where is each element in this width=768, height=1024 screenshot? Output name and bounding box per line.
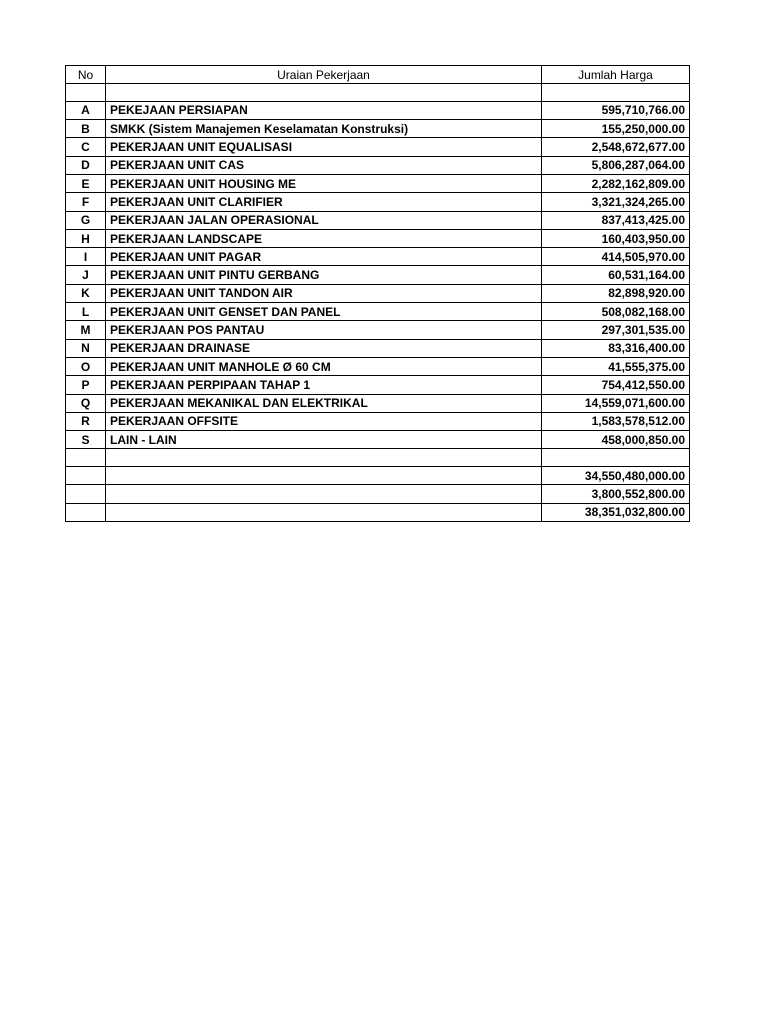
- empty-cell: [106, 449, 542, 467]
- total-row-description: [106, 466, 542, 484]
- table-row: [66, 229, 690, 247]
- table-row-no: J: [66, 266, 106, 284]
- table-row-description: PEKERJAAN JALAN OPERASIONAL: [106, 211, 542, 229]
- total-row-description: [106, 503, 542, 521]
- table-row-amount: 754,412,550.00: [542, 376, 690, 394]
- total-row-no: [66, 466, 106, 484]
- header-description: Uraian Pekerjaan: [106, 66, 542, 84]
- table-row: [66, 431, 690, 449]
- table-row: [66, 248, 690, 266]
- table-row-description: PEKERJAAN PERPIPAAN TAHAP 1: [106, 376, 542, 394]
- table-row-amount: 2,282,162,809.00: [542, 174, 690, 192]
- table-row: [66, 120, 690, 138]
- header-amount: Jumlah Harga: [542, 66, 690, 84]
- spacer-row-top: [66, 84, 690, 102]
- table-row-amount: 414,505,970.00: [542, 248, 690, 266]
- table-row-description: PEKERJAAN DRAINASE: [106, 339, 542, 357]
- total-row: [66, 503, 690, 521]
- table-row-no: M: [66, 321, 106, 339]
- table-row: [66, 266, 690, 284]
- table-row-amount: 160,403,950.00: [542, 229, 690, 247]
- table-row-amount: 14,559,071,600.00: [542, 394, 690, 412]
- table-row: [66, 303, 690, 321]
- table-row-amount: 41,555,375.00: [542, 357, 690, 375]
- table-row: [66, 101, 690, 119]
- table-row: [66, 339, 690, 357]
- total-row-amount: 3,800,552,800.00: [542, 485, 690, 503]
- table-row-amount: 595,710,766.00: [542, 101, 690, 119]
- table-row-no: H: [66, 229, 106, 247]
- table-row: [66, 193, 690, 211]
- table-row-no: P: [66, 376, 106, 394]
- table-row-description: PEKERJAAN UNIT GENSET DAN PANEL: [106, 303, 542, 321]
- cost-summary-sheet: [65, 65, 690, 522]
- empty-cell: [542, 84, 690, 102]
- table-row-amount: 2,548,672,677.00: [542, 138, 690, 156]
- table-row-amount: 155,250,000.00: [542, 120, 690, 138]
- table-row-description: PEKERJAAN UNIT EQUALISASI: [106, 138, 542, 156]
- empty-cell: [542, 449, 690, 467]
- table-row-description: PEKERJAAN UNIT CAS: [106, 156, 542, 174]
- header-row: [66, 66, 690, 84]
- total-row-description: [106, 485, 542, 503]
- table-row-no: G: [66, 211, 106, 229]
- table-row-description: PEKERJAAN OFFSITE: [106, 412, 542, 430]
- table-row-description: PEKEJAAN PERSIAPAN: [106, 101, 542, 119]
- table-row: [66, 357, 690, 375]
- total-row: [66, 485, 690, 503]
- total-row-amount: 34,550,480,000.00: [542, 466, 690, 484]
- table-row-no: A: [66, 101, 106, 119]
- spacer-row-bottom: [66, 449, 690, 467]
- table-row: [66, 174, 690, 192]
- table-row-description: PEKERJAAN LANDSCAPE: [106, 229, 542, 247]
- table-row-description: PEKERJAAN UNIT HOUSING ME: [106, 174, 542, 192]
- table-row-no: N: [66, 339, 106, 357]
- empty-cell: [66, 449, 106, 467]
- table-row-no: O: [66, 357, 106, 375]
- table-row: [66, 394, 690, 412]
- empty-cell: [66, 84, 106, 102]
- table-row: [66, 156, 690, 174]
- table-row-amount: 3,321,324,265.00: [542, 193, 690, 211]
- total-row: [66, 466, 690, 484]
- header-no: No: [66, 66, 106, 84]
- table-row: [66, 412, 690, 430]
- table-row-no: R: [66, 412, 106, 430]
- table-body: [66, 84, 690, 522]
- table-row: [66, 284, 690, 302]
- table-row-description: PEKERJAAN UNIT TANDON AIR: [106, 284, 542, 302]
- table-row: [66, 211, 690, 229]
- table-row-description: PEKERJAAN UNIT CLARIFIER: [106, 193, 542, 211]
- empty-cell: [106, 84, 542, 102]
- table-row: [66, 376, 690, 394]
- table-row: [66, 321, 690, 339]
- table-row-no: E: [66, 174, 106, 192]
- total-row-no: [66, 503, 106, 521]
- table-row-description: PEKERJAAN POS PANTAU: [106, 321, 542, 339]
- table-row-no: K: [66, 284, 106, 302]
- table-row-description: PEKERJAAN UNIT PAGAR: [106, 248, 542, 266]
- table-row-no: B: [66, 120, 106, 138]
- total-row-no: [66, 485, 106, 503]
- table-row-no: C: [66, 138, 106, 156]
- table-row-amount: 1,583,578,512.00: [542, 412, 690, 430]
- table-row-amount: 837,413,425.00: [542, 211, 690, 229]
- table-row: [66, 138, 690, 156]
- table-row-description: PEKERJAAN UNIT MANHOLE Ø 60 CM: [106, 357, 542, 375]
- table-row-amount: 5,806,287,064.00: [542, 156, 690, 174]
- table-row-no: L: [66, 303, 106, 321]
- table-row-amount: 83,316,400.00: [542, 339, 690, 357]
- total-row-amount: 38,351,032,800.00: [542, 503, 690, 521]
- table-row-description: SMKK (Sistem Manajemen Keselamatan Konstruksi): [106, 120, 542, 138]
- table-row-amount: 508,082,168.00: [542, 303, 690, 321]
- table-row-no: F: [66, 193, 106, 211]
- table-row-description: LAIN - LAIN: [106, 431, 542, 449]
- table-row-description: PEKERJAAN UNIT PINTU GERBANG: [106, 266, 542, 284]
- table-row-amount: 82,898,920.00: [542, 284, 690, 302]
- table-row-no: D: [66, 156, 106, 174]
- table-row-no: Q: [66, 394, 106, 412]
- table-row-amount: 458,000,850.00: [542, 431, 690, 449]
- cost-summary-table: [65, 65, 690, 522]
- table-row-description: PEKERJAAN MEKANIKAL DAN ELEKTRIKAL: [106, 394, 542, 412]
- table-row-amount: 297,301,535.00: [542, 321, 690, 339]
- table-row-no: S: [66, 431, 106, 449]
- table-row-no: I: [66, 248, 106, 266]
- table-row-amount: 60,531,164.00: [542, 266, 690, 284]
